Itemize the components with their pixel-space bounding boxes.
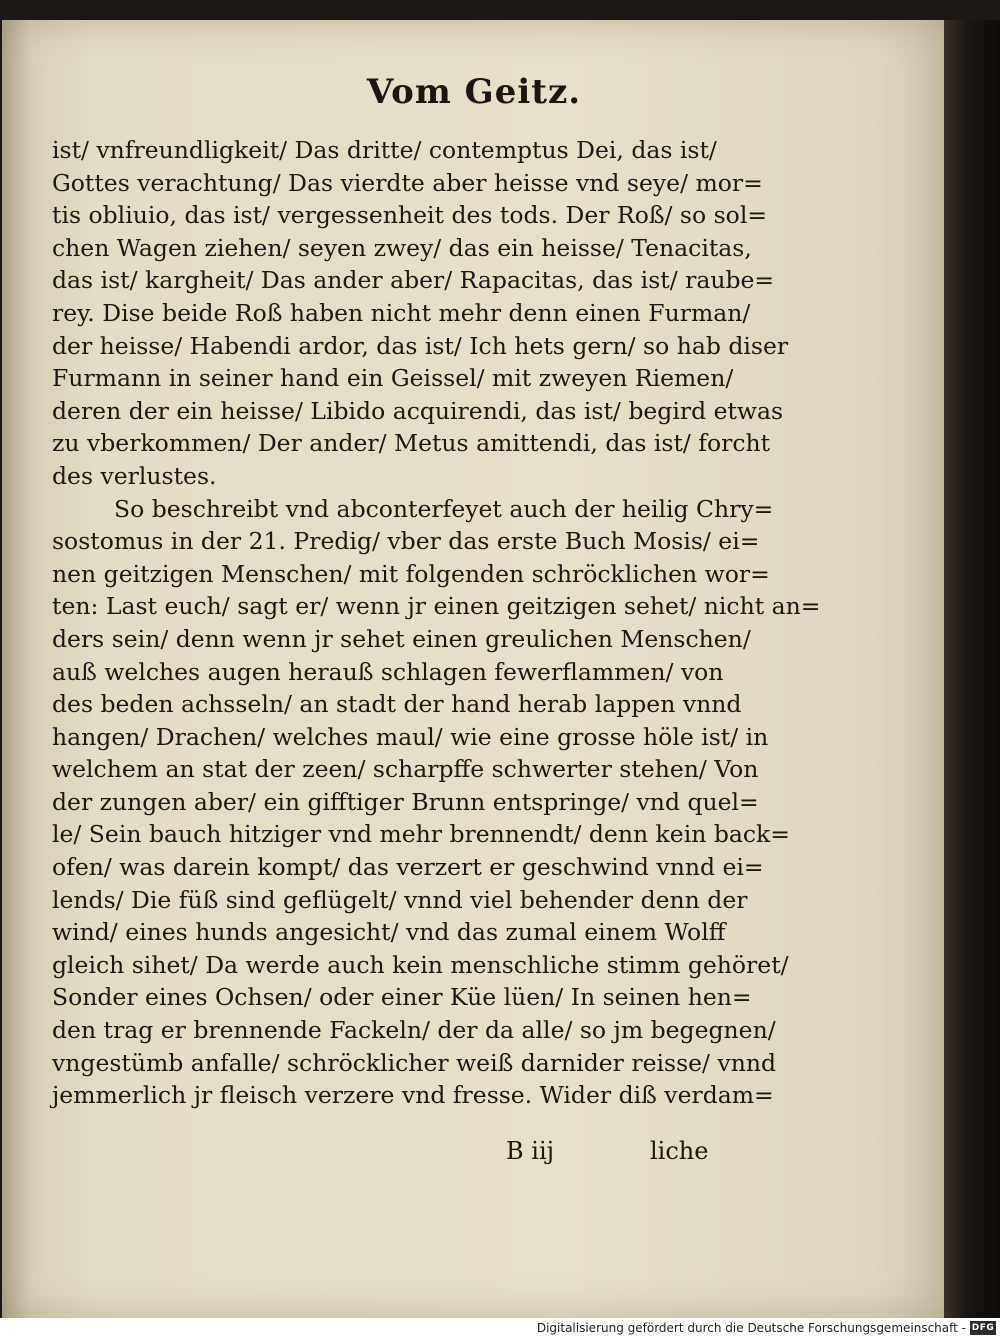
running-header: Vom Geitz. bbox=[366, 72, 582, 112]
text-line: zu vberkommen/ Der ander/ Metus amittendi, das ist/ forcht bbox=[52, 429, 771, 458]
text-line: le/ Sein bauch hitziger vnd mehr brennendt/ denn kein back= bbox=[52, 820, 790, 849]
text-line: der zungen aber/ ein gifftiger Brunn entspringe/ vnd quel= bbox=[52, 787, 759, 816]
page-edge-shadow bbox=[944, 20, 1000, 1318]
page-foot-line bbox=[2, 1137, 946, 1171]
signature-mark: B iij bbox=[506, 1137, 555, 1165]
digitization-footer bbox=[0, 1318, 1000, 1339]
text-line: rey. Dise beide Roß haben nicht mehr denn einen Furman/ bbox=[52, 298, 751, 327]
text-line: den trag er brennende Fackeln/ der da alle/ so jm begegnen/ bbox=[52, 1016, 776, 1045]
text-line: auß welches augen herauß schlagen fewerflammen/ von bbox=[52, 657, 724, 686]
paper-page bbox=[2, 20, 946, 1318]
text-line: des verlustes. bbox=[52, 461, 217, 490]
text-line: wind/ eines hunds angesicht/ vnd das zumal einem Wolff bbox=[52, 918, 726, 947]
text-line: welchem an stat der zeen/ scharpffe schwerter stehen/ Von bbox=[52, 755, 759, 784]
text-line: der heisse/ Habendi ardor, das ist/ Ich hets gern/ so hab diser bbox=[52, 331, 789, 360]
catchword: liche bbox=[650, 1137, 709, 1165]
text-line: So beschreibt vnd abconterfeyet auch der heilig Chry= bbox=[114, 494, 774, 523]
text-line: Gottes verachtung/ Das vierdte aber heisse vnd seye/ mor= bbox=[52, 168, 763, 197]
text-line: sostomus in der 21. Predig/ vber das erste Buch Mosis/ ei= bbox=[52, 527, 760, 556]
text-line: deren der ein heisse/ Libido acquirendi, das ist/ begird etwas bbox=[52, 396, 784, 425]
text-line: Sonder eines Ochsen/ oder einer Küe lüen/ In seinen hen= bbox=[52, 983, 752, 1012]
text-line: lends/ Die füß sind geflügelt/ vnnd viel behender denn der bbox=[52, 885, 748, 914]
text-line: ist/ vnfreundligkeit/ Das dritte/ contemptus Dei, das ist/ bbox=[52, 136, 717, 164]
text-line: das ist/ kargheit/ Das ander aber/ Rapacitas, das ist/ raube= bbox=[52, 266, 775, 295]
text-line: Furmann in seiner hand ein Geissel/ mit zweyen Riemen/ bbox=[52, 364, 734, 393]
text-line: nen geitzigen Menschen/ mit folgenden schröcklichen wor= bbox=[52, 559, 770, 588]
footer-credit: Digitalisierung gefördert durch die Deutsche Forschungsgemeinschaft - bbox=[536, 1321, 966, 1335]
text-line: tis obliuio, das ist/ vergessenheit des tods. Der Roß/ so sol= bbox=[52, 201, 768, 230]
text-line: vngestümb anfalle/ schröcklicher weiß darnider reisse/ vnnd bbox=[52, 1048, 777, 1077]
text-line: ten: Last euch/ sagt er/ wenn jr einen geitzigen sehet/ nicht an= bbox=[52, 592, 821, 621]
text-line: ofen/ was darein kompt/ das verzert er geschwind vnnd ei= bbox=[52, 853, 764, 882]
text-line: gleich sihet/ Da werde auch kein menschliche stimm gehöret/ bbox=[52, 950, 789, 979]
text-line: jemmerlich jr fleisch verzere vnd fresse. Wider diß verdam= bbox=[52, 1081, 774, 1110]
text-line: chen Wagen ziehen/ seyen zwey/ das ein heisse/ Tenacitas, bbox=[52, 233, 752, 262]
text-line: des beden achsseln/ an stadt der hand herab lappen vnnd bbox=[52, 690, 742, 719]
dfg-logo-icon: DFG bbox=[971, 1323, 995, 1333]
body-text bbox=[52, 134, 821, 1112]
text-line: ders sein/ denn wenn jr sehet einen greulichen Menschen/ bbox=[52, 624, 751, 653]
text-line: hangen/ Drachen/ welches maul/ wie eine grosse höle ist/ in bbox=[52, 722, 769, 751]
